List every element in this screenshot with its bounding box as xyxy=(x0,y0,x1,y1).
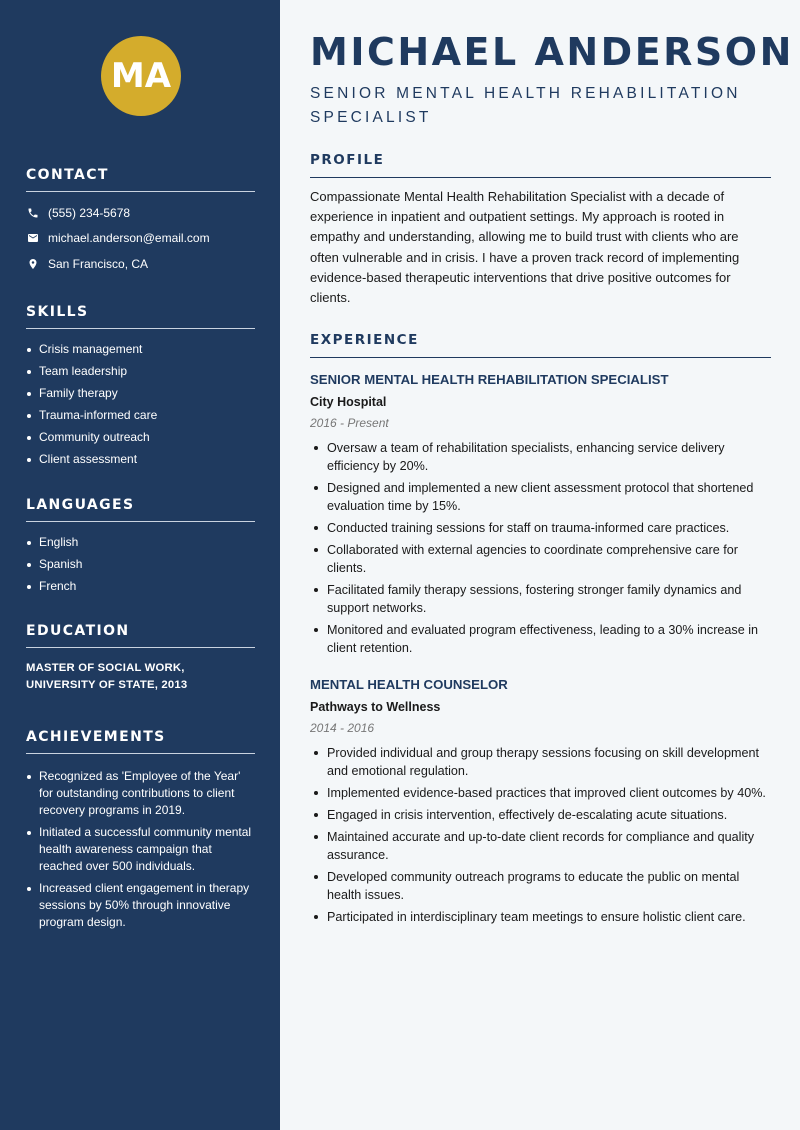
education-section xyxy=(26,623,255,694)
education-degree: MASTER OF SOCIAL WORK, UNIVERSITY OF STATE, 2013 xyxy=(26,662,188,691)
languages-list xyxy=(26,534,255,595)
job-title: SENIOR MENTAL HEALTH REHABILITATION SPECIALIST xyxy=(310,372,669,387)
contact-section xyxy=(26,167,255,281)
bullet-dot xyxy=(27,392,31,396)
candidate-title: SENIOR MENTAL HEALTH REHABILITATION SPECIALIST xyxy=(310,85,741,126)
list-item: English xyxy=(26,534,255,551)
job-bullets xyxy=(310,439,771,657)
bullet-dot xyxy=(27,831,31,835)
skills-section xyxy=(26,304,255,473)
languages-heading: LANGUAGES xyxy=(26,497,255,522)
bullet-dot xyxy=(27,436,31,440)
list-item: Designed and implemented a new client assessment protocol that shortened evaluation time by 15%. xyxy=(310,479,771,515)
bullet-dot xyxy=(27,563,31,567)
achievements-section xyxy=(26,729,255,936)
languages-section xyxy=(26,497,255,600)
bullet-dot xyxy=(27,585,31,589)
email-icon xyxy=(26,231,40,245)
bullet-dot xyxy=(314,588,318,592)
bullet-dot xyxy=(314,526,318,530)
bullet-dot xyxy=(314,446,318,450)
list-item: Crisis management xyxy=(26,341,255,358)
list-item: Team leadership xyxy=(26,363,255,380)
job-dates: 2016 - Present xyxy=(310,416,389,430)
bullet-dot xyxy=(314,875,318,879)
sidebar xyxy=(0,0,280,1130)
job-bullets xyxy=(310,744,771,926)
job-dates: 2014 - 2016 xyxy=(310,721,375,735)
list-item: Conducted training sessions for staff on trauma-informed care practices. xyxy=(310,519,771,537)
bullet-dot xyxy=(314,548,318,552)
list-item: Collaborated with external agencies to coordinate comprehensive care for clients. xyxy=(310,541,771,577)
education-heading: EDUCATION xyxy=(26,623,255,648)
list-item: Client assessment xyxy=(26,451,255,468)
skills-heading: SKILLS xyxy=(26,304,255,329)
list-item: Engaged in crisis intervention, effectively de-escalating acute situations. xyxy=(310,806,771,824)
contact-location xyxy=(26,255,255,272)
list-item: Facilitated family therapy sessions, fostering stronger family dynamics and support networks. xyxy=(310,581,771,617)
list-item: Trauma-informed care xyxy=(26,407,255,424)
job-entry xyxy=(310,371,771,661)
achievements-list xyxy=(26,768,255,931)
list-item: Initiated a successful community mental health awareness campaign that reached over 500 individuals. xyxy=(26,824,255,875)
list-item: Family therapy xyxy=(26,385,255,402)
bullet-dot xyxy=(314,751,318,755)
list-item: French xyxy=(26,578,255,595)
bullet-dot xyxy=(27,775,31,779)
profile-text: Compassionate Mental Health Rehabilitation Specialist with a decade of experience in inpatient and outpatient settings. My approach is rooted in empathy and understanding, allowing me to build trust with clients who are often vulnerable and in crisis. I have a proven track record of implementing evidence-based therapeutic interventions that drive positive outcomes for clients. xyxy=(310,189,740,306)
skills-list xyxy=(26,341,255,468)
bullet-dot xyxy=(27,458,31,462)
email-text[interactable]: michael.anderson@email.com xyxy=(48,231,210,245)
job-company: Pathways to Wellness xyxy=(310,700,441,714)
bullet-dot xyxy=(27,370,31,374)
job-company: City Hospital xyxy=(310,395,387,409)
bullet-dot xyxy=(314,486,318,490)
bullet-dot xyxy=(314,628,318,632)
list-item: Provided individual and group therapy sessions focusing on skill development and emotional regulation. xyxy=(310,744,771,780)
job-entry xyxy=(310,676,771,930)
bullet-dot xyxy=(27,414,31,418)
list-item: Oversaw a team of rehabilitation specialists, enhancing service delivery efficiency by 20%. xyxy=(310,439,771,475)
list-item: Maintained accurate and up-to-date client records for compliance and quality assurance. xyxy=(310,828,771,864)
list-item: Increased client engagement in therapy sessions by 50% through innovative program design. xyxy=(26,880,255,931)
candidate-name: MICHAEL ANDERSON xyxy=(310,30,794,74)
phone-text[interactable]: (555) 234-5678 xyxy=(48,205,131,220)
contact-email xyxy=(26,230,255,247)
avatar: MA xyxy=(101,36,181,116)
job-title: MENTAL HEALTH COUNSELOR xyxy=(310,677,508,692)
list-item: Recognized as 'Employee of the Year' for outstanding contributions to client recovery programs in 2019. xyxy=(26,768,255,819)
achievements-heading: ACHIEVEMENTS xyxy=(26,729,255,754)
list-item: Implemented evidence-based practices that improved client outcomes by 40%. xyxy=(310,784,771,802)
list-item: Participated in interdisciplinary team meetings to ensure holistic client care. xyxy=(310,908,771,926)
profile-heading: PROFILE xyxy=(310,152,771,178)
list-item: Spanish xyxy=(26,556,255,573)
location-pin-icon xyxy=(26,257,40,271)
location-text: San Francisco, CA xyxy=(48,256,149,271)
contact-heading: CONTACT xyxy=(26,167,255,192)
list-item: Developed community outreach programs to educate the public on mental health issues. xyxy=(310,868,771,904)
contact-phone xyxy=(26,204,255,221)
bullet-dot xyxy=(314,791,318,795)
bullet-dot xyxy=(27,541,31,545)
bullet-dot xyxy=(314,813,318,817)
bullet-dot xyxy=(27,887,31,891)
bullet-dot xyxy=(27,348,31,352)
bullet-dot xyxy=(314,915,318,919)
list-item: Monitored and evaluated program effectiveness, leading to a 30% increase in client retention. xyxy=(310,621,771,657)
experience-heading: EXPERIENCE xyxy=(310,332,771,358)
bullet-dot xyxy=(314,835,318,839)
phone-icon xyxy=(26,206,40,220)
list-item: Community outreach xyxy=(26,429,255,446)
